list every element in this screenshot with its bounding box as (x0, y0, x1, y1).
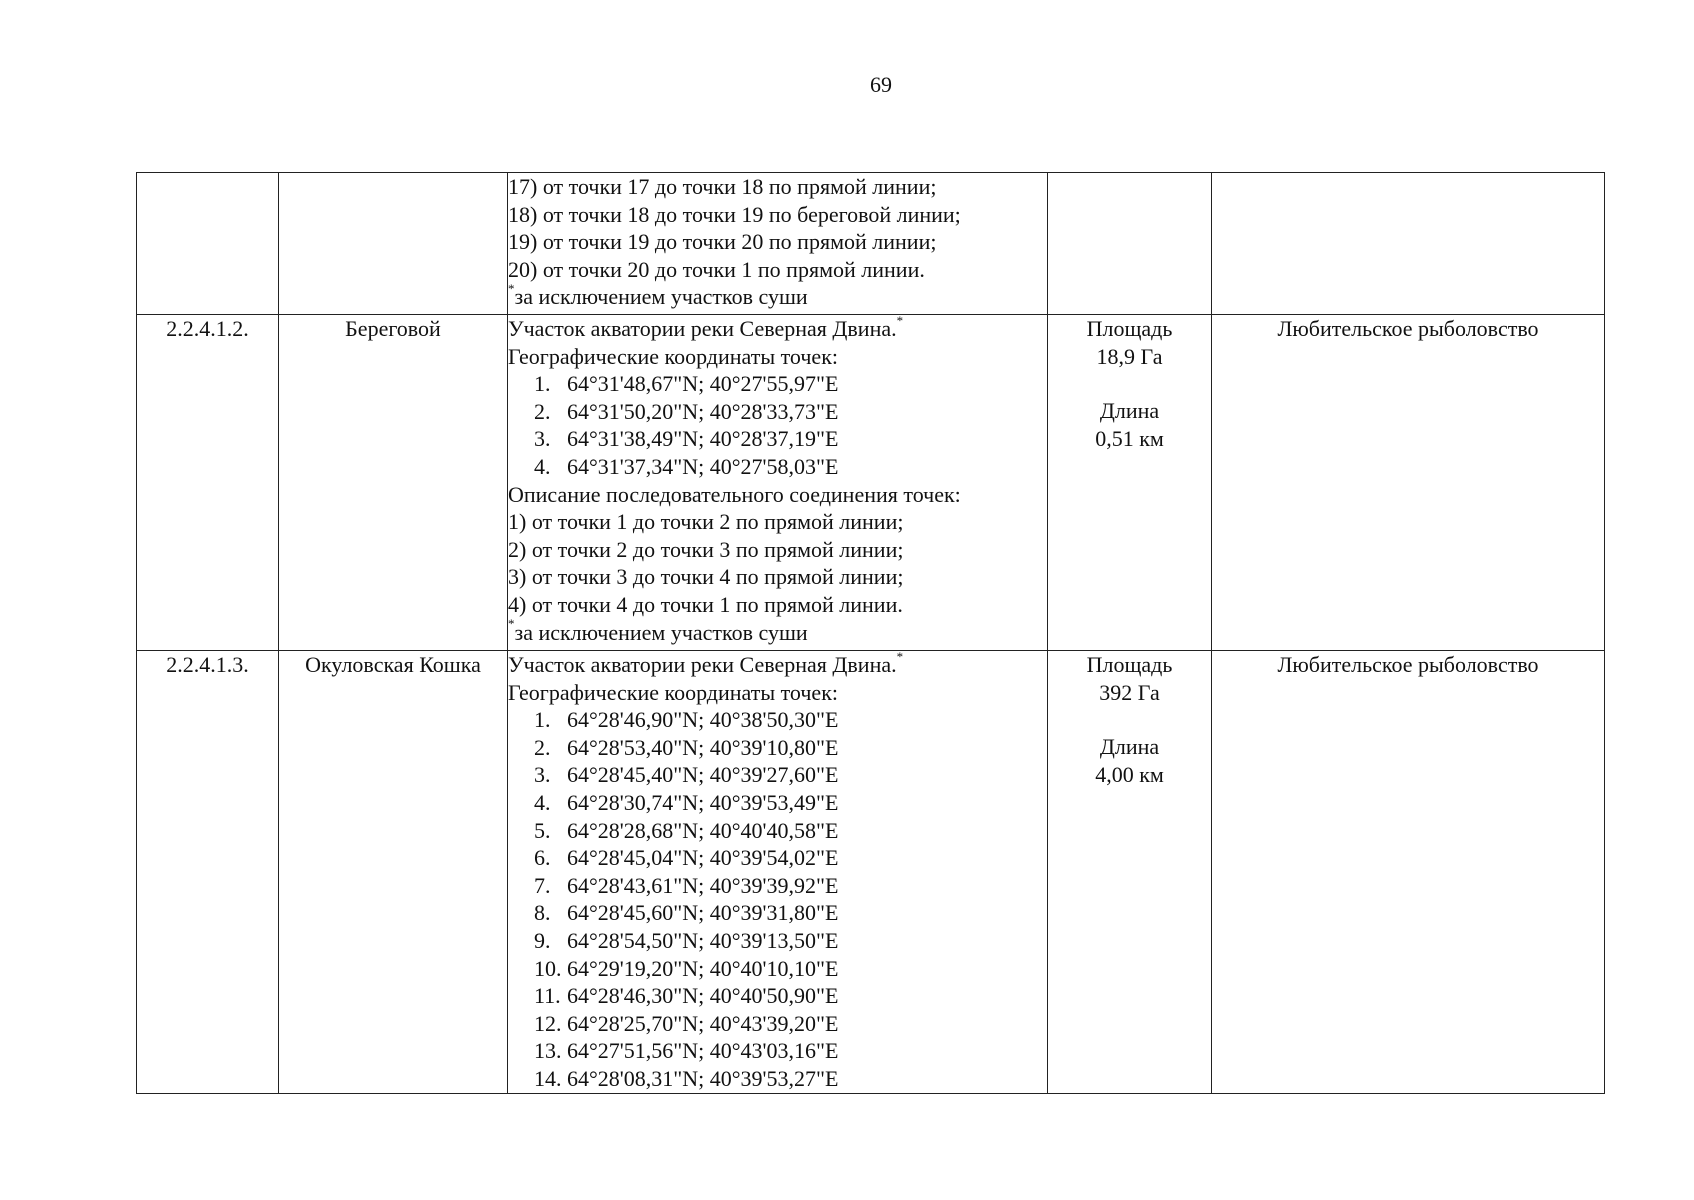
page-number: 69 (870, 72, 892, 97)
connection-step: 1) от точки 1 до точки 2 по прямой линии; (508, 509, 904, 535)
coordinate-item: 7. 64°28'43,61"N; 40°39'39,92"E (534, 872, 839, 898)
coordinate-item: 13. 64°27'51,56"N; 40°43'03,16"E (534, 1038, 839, 1064)
area-description (508, 312, 1048, 651)
section-number: 2.2.4.1.3. (137, 651, 279, 1094)
coordinate-item: 11. 64°28'46,30"N; 40°40'50,90"E (534, 983, 839, 1009)
area-name: Береговой (279, 315, 508, 651)
connection-step: 20) от точки 20 до точки 1 по прямой линии. (508, 256, 925, 282)
area-size (1048, 315, 1212, 651)
water-areas-table (136, 172, 1605, 1094)
cell-use-empty (1212, 173, 1605, 315)
connection-step: 19) от точки 19 до точки 20 по прямой линии; (508, 229, 937, 255)
footnote-asterisk: * (896, 312, 904, 328)
connection-step: 4) от точки 4 до точки 1 по прямой линии. (508, 591, 903, 617)
length-label: Длина (1099, 734, 1160, 760)
area-value: 392 Га (1099, 679, 1160, 705)
length-value: 0,51 км (1095, 425, 1164, 451)
coordinate-item: 10. 64°29'19,20"N; 40°40'10,10"E (534, 955, 839, 981)
coordinate-item: 6. 64°28'45,04"N; 40°39'54,02"E (534, 845, 839, 871)
coordinate-item: 12. 64°28'25,70"N; 40°43'39,20"E (534, 1010, 839, 1036)
area-intro: Участок акватории реки Северная Двина.* (508, 648, 904, 677)
land-exclusion-note: *за исключением участков суши (508, 616, 808, 645)
area-size (1048, 651, 1212, 1094)
coordinate-item: 9. 64°28'54,50"N; 40°39'13,50"E (534, 927, 839, 953)
cell-size-empty (1048, 173, 1212, 315)
coordinate-item: 5. 64°28'28,68"N; 40°40'40,58"E (534, 817, 839, 843)
area-use: Любительское рыболовство (1212, 651, 1605, 1094)
section-number: 2.2.4.1.2. (137, 315, 279, 651)
steps-title: Описание последовательного соединения точек: (508, 481, 961, 507)
coordinate-item: 14. 64°28'08,31"N; 40°39'53,27"E (534, 1065, 839, 1091)
footnote-asterisk: * (508, 281, 515, 297)
coordinate-item: 8. 64°28'45,60"N; 40°39'31,80"E (534, 900, 839, 926)
footnote-asterisk: * (896, 648, 904, 664)
cell-name-empty (279, 173, 508, 315)
area-name: Окуловская Кошка (279, 651, 508, 1094)
coordinate-item: 1. 64°28'46,90"N; 40°38'50,30"E (534, 707, 839, 733)
coordinate-item: 4. 64°28'30,74"N; 40°39'53,49"E (534, 789, 839, 815)
coordinate-item: 2. 64°31'50,20"N; 40°28'33,73"E (534, 398, 839, 424)
area-description (508, 648, 1048, 1094)
coords-title: Географические координаты точек: (508, 679, 838, 705)
connection-step: 2) от точки 2 до точки 3 по прямой линии; (508, 536, 904, 562)
length-value: 4,00 км (1095, 761, 1164, 787)
coordinate-item: 2. 64°28'53,40"N; 40°39'10,80"E (534, 734, 839, 760)
coords-title: Географические координаты точек: (508, 343, 838, 369)
coordinate-item: 1. 64°31'48,67"N; 40°27'55,97"E (534, 371, 839, 397)
area-intro: Участок акватории реки Северная Двина.* (508, 312, 904, 341)
area-label: Площадь (1086, 316, 1173, 341)
table-row-continuation (137, 173, 1605, 315)
length-label: Длина (1099, 398, 1160, 424)
table-row (137, 315, 1605, 651)
connection-step: 18) от точки 18 до точки 19 по береговой линии; (508, 201, 961, 227)
table-row (137, 651, 1605, 1094)
connection-step: 17) от точки 17 до точки 18 по прямой линии; (508, 174, 937, 199)
area-use: Любительское рыболовство (1212, 315, 1605, 651)
cell-description-continuation (508, 173, 1048, 315)
area-label: Площадь (1086, 652, 1173, 677)
footnote-asterisk: * (508, 616, 515, 632)
coordinate-item: 3. 64°31'38,49"N; 40°28'37,19"E (534, 426, 839, 452)
coordinate-item: 4. 64°31'37,34"N; 40°27'58,03"E (534, 453, 839, 479)
cell-number-empty (137, 173, 279, 315)
coordinate-item: 3. 64°28'45,40"N; 40°39'27,60"E (534, 762, 839, 788)
connection-step: 3) от точки 3 до точки 4 по прямой линии; (508, 564, 904, 590)
land-exclusion-note: *за исключением участков суши (508, 281, 808, 310)
area-value: 18,9 Га (1096, 343, 1163, 369)
